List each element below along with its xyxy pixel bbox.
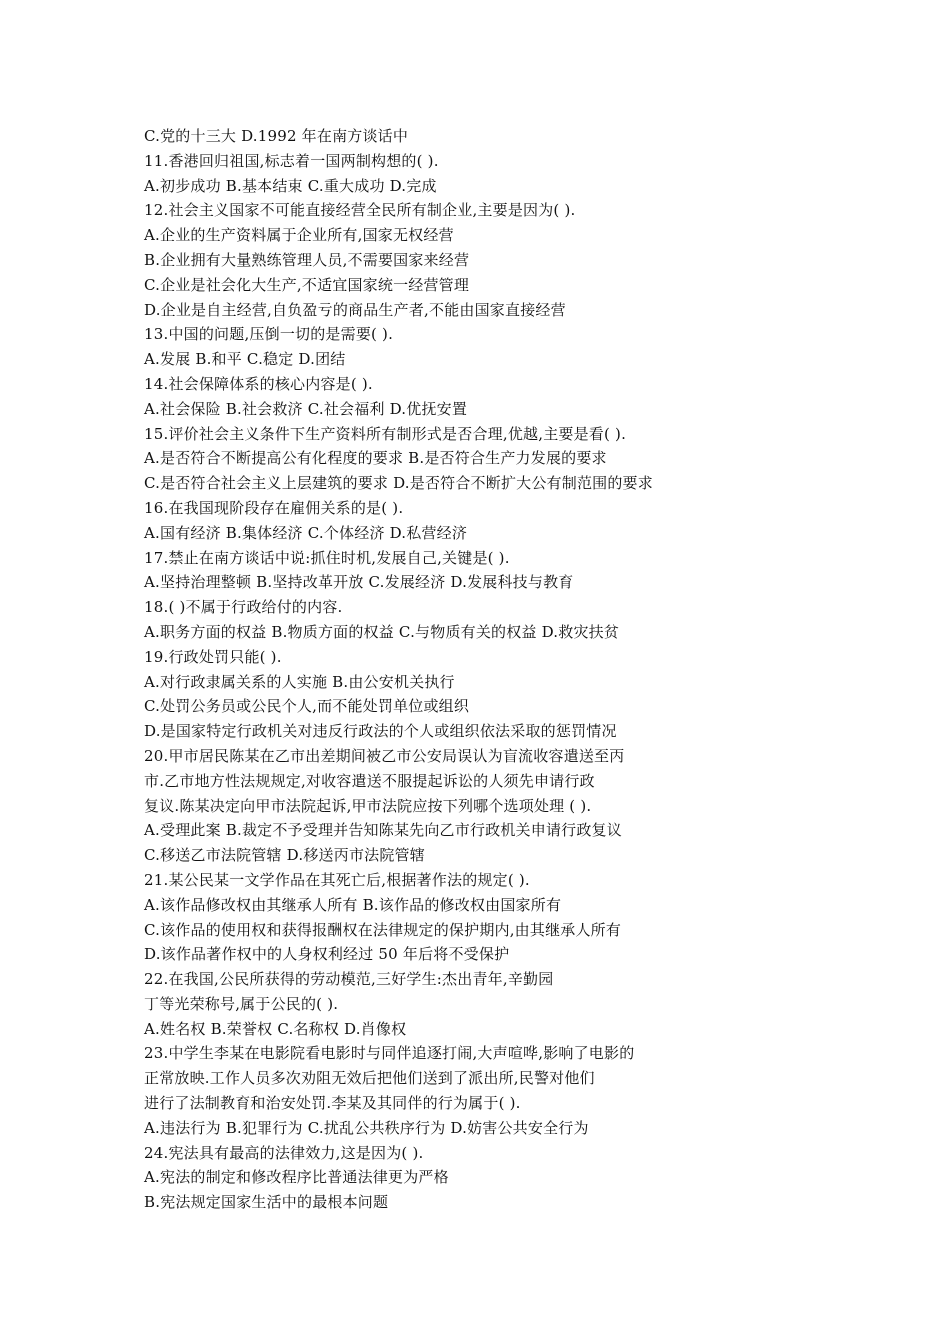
question-stem: 丁等光荣称号,属于公民的( ). [144, 994, 339, 1013]
answer-options: A.初步成功 B.基本结束 C.重大成功 D.完成 [144, 176, 437, 195]
answer-option: A.宪法的制定和修改程序比普通法律更为严格 [144, 1168, 449, 1187]
answer-options: C.是否符合社会主义上层建筑的要求 D.是否符合不断扩大公有制范围的要求 [144, 474, 653, 493]
answer-options: A.发展 B.和平 C.稳定 D.团结 [144, 350, 346, 369]
document-text [144, 124, 844, 1215]
question-stem: 16.在我国现阶段存在雇佣关系的是( ). [144, 498, 404, 517]
answer-option: D.该作品著作权中的人身权利经过 50 年后将不受保护 [144, 945, 510, 964]
question-stem: 正常放映.工作人员多次劝阻无效后把他们送到了派出所,民警对他们 [144, 1069, 595, 1088]
question-stem: 15.评价社会主义条件下生产资料所有制形式是否合理,优越,主要是看( ). [144, 424, 627, 443]
answer-option: C.处罚公务员或公民个人,而不能处罚单位或组织 [144, 697, 470, 716]
answer-option: A.企业的生产资料属于企业所有,国家无权经营 [144, 226, 454, 245]
question-stem: 14.社会保障体系的核心内容是( ). [144, 374, 373, 393]
question-stem: 复议.陈某决定向甲市法院起诉,甲市法院应按下列哪个选项处理 ( ). [144, 796, 592, 815]
question-stem: 18.( )不属于行政给付的内容. [144, 598, 343, 617]
answer-options: A.国有经济 B.集体经济 C.个体经济 D.私营经济 [144, 523, 468, 542]
answer-option: B.宪法规定国家生活中的最根本问题 [144, 1193, 389, 1212]
answer-option: B.企业拥有大量熟练管理人员,不需要国家来经营 [144, 250, 470, 269]
answer-options: A.对行政隶属关系的人实施 B.由公安机关执行 [144, 672, 455, 691]
answer-options: A.违法行为 B.犯罪行为 C.扰乱公共秩序行为 D.妨害公共安全行为 [144, 1118, 589, 1137]
answer-option: C.该作品的使用权和获得报酬权在法律规定的保护期内,由其继承人所有 [144, 920, 622, 939]
answer-option: D.企业是自主经营,自负盈亏的商品生产者,不能由国家直接经营 [144, 300, 566, 319]
question-stem: 21.某公民某一文学作品在其死亡后,根据著作法的规定( ). [144, 870, 530, 889]
answer-options: A.坚持治理整顿 B.坚持改革开放 C.发展经济 D.发展科技与教育 [144, 573, 574, 592]
question-stem: 22.在我国,公民所获得的劳动模范,三好学生:杰出青年,辛勤园 [144, 970, 554, 989]
question-stem: 19.行政处罚只能( ). [144, 647, 282, 666]
question-stem: 13.中国的问题,压倒一切的是需要( ). [144, 325, 394, 344]
question-stem: 23.中学生李某在电影院看电影时与同伴追逐打闹,大声喧哗,影响了电影的 [144, 1044, 635, 1063]
question-stem: 12.社会主义国家不可能直接经营全民所有制企业,主要是因为( ). [144, 201, 576, 220]
question-stem: 进行了法制教育和治安处罚.李某及其同伴的行为属于( ). [144, 1094, 521, 1113]
answer-option: C.企业是社会化大生产,不适宜国家统一经营管理 [144, 275, 470, 294]
question-stem: 20.甲市居民陈某在乙市出差期间被乙市公安局误认为盲流收容遣送至丙 [144, 746, 625, 765]
answer-options: A.受理此案 B.裁定不予受理并告知陈某先向乙市行政机关申请行政复议 [144, 821, 622, 840]
answer-option: D.是国家特定行政机关对违反行政法的个人或组织依法采取的惩罚情况 [144, 722, 617, 741]
question-stem: 11.香港回归祖国,标志着一国两制构想的( ). [144, 151, 439, 170]
answer-options: C.移送乙市法院管辖 D.移送丙市法院管辖 [144, 846, 425, 865]
question-stem: 17.禁止在南方谈话中说:抓住时机,发展自己,关键是( ). [144, 548, 510, 567]
question-stem: 24.宪法具有最高的法律效力,这是因为( ). [144, 1143, 424, 1162]
answer-options: A.职务方面的权益 B.物质方面的权益 C.与物质有关的权益 D.救灾扶贫 [144, 622, 620, 641]
answer-options: A.是否符合不断提高公有化程度的要求 B.是否符合生产力发展的要求 [144, 449, 607, 468]
answer-options: A.该作品修改权由其继承人所有 B.该作品的修改权由国家所有 [144, 895, 562, 914]
answer-options: A.姓名权 B.荣誉权 C.名称权 D.肖像权 [144, 1019, 407, 1038]
question-stem: 市.乙市地方性法规规定,对收容遣送不服提起诉讼的人须先申请行政 [144, 771, 595, 790]
answer-options: A.社会保险 B.社会救济 C.社会福利 D.优抚安置 [144, 399, 468, 418]
text-line: C.党的十三大 D.1992 年在南方谈话中 [144, 127, 409, 145]
